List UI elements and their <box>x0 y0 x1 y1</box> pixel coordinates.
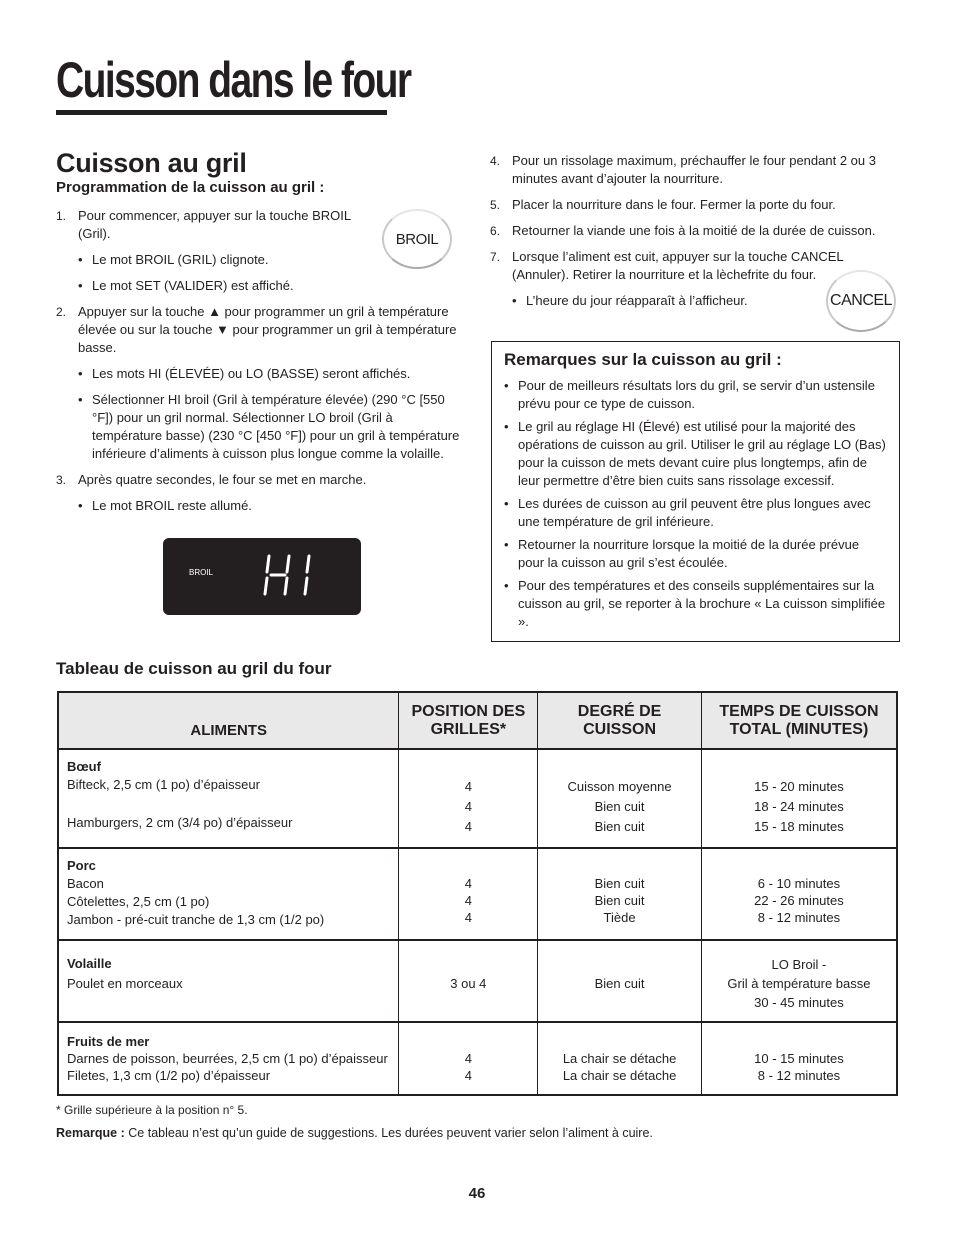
step-number: 5. <box>490 198 501 212</box>
step-bullet: • Le mot BROIL (GRIL) clignote. <box>56 251 466 269</box>
doneness-value: Bien cuit <box>594 819 645 834</box>
step-text: Placer la nourriture dans le four. Fermer la porte du four. <box>512 197 836 212</box>
remark-text: Ce tableau n’est qu’un guide de suggestions. Les durées peuvent varier selon l’aliment à cuire. <box>128 1126 653 1140</box>
time-value: 8 - 12 minutes <box>757 910 841 925</box>
position-cell <box>399 848 538 940</box>
step-bullet: • L’heure du jour réapparaît à l’afficheur. <box>490 292 900 310</box>
note-item: • Pour de meilleurs résultats lors du gril, se servir d’un ustensile prévu pour ce type de cuisson. <box>504 377 887 413</box>
doneness-value: Bien cuit <box>594 976 645 991</box>
cancel-button-illustration: CANCEL <box>826 270 896 332</box>
foods-cell <box>58 749 399 848</box>
note-item: • Retourner la nourriture lorsque la moitié de la durée prévue pour la cuisson au gril s’est écoulée. <box>504 536 887 572</box>
doneness-value: Bien cuit <box>594 799 645 814</box>
time-value: Gril à température basse <box>727 976 871 991</box>
step-3 <box>56 471 466 489</box>
food-category: Bœuf <box>67 759 101 774</box>
position-value: 3 ou 4 <box>450 976 487 991</box>
notes-box <box>491 341 900 642</box>
header-position-text: POSITION DES GRILLES* <box>411 702 526 738</box>
step-text: Lorsque l’aliment est cuit, appuyer sur la touche CANCEL (Annuler). Retirer la nourriture et la lèchefrite du four. <box>512 249 844 282</box>
page-title: Cuisson dans le four <box>56 52 411 108</box>
table-row <box>58 749 897 848</box>
remark-label: Remarque : <box>56 1126 125 1140</box>
step-text: Retourner la viande une fois à la moitié de la durée de cuisson. <box>512 223 876 238</box>
doneness-value: Bien cuit <box>594 876 645 891</box>
title-rule <box>56 110 387 115</box>
table-row <box>58 1022 897 1095</box>
page-number: 46 <box>468 1185 486 1202</box>
foods-cell <box>58 1022 399 1095</box>
position-value: 4 <box>464 893 472 908</box>
doneness-value: Bien cuit <box>594 893 645 908</box>
food-item: Hamburgers, 2 cm (3/4 po) d’épaisseur <box>67 815 293 830</box>
position-value: 4 <box>464 799 472 814</box>
time-value: 6 - 10 minutes <box>757 876 841 891</box>
time-cell <box>701 749 897 848</box>
position-value: 4 <box>464 910 472 925</box>
position-cell <box>399 749 538 848</box>
food-item: Jambon - pré-cuit tranche de 1,3 cm (1/2 po) <box>67 912 325 927</box>
step-5 <box>490 196 900 214</box>
step-number: 2. <box>56 305 67 319</box>
step-text: Pour un rissolage maximum, préchauffer le four pendant 2 ou 3 minutes avant d’ajouter la nourriture. <box>512 153 876 186</box>
food-item: Bacon <box>67 876 104 891</box>
subsection-title: Programmation de la cuisson au gril : <box>56 179 325 196</box>
food-item: Darnes de poisson, beurrées, 2,5 cm (1 po) d’épaisseur <box>67 1051 388 1066</box>
note-item: • Pour des températures et des conseils supplémentaires sur la cuisson au gril, se reporter à la brochure « La cuisson simplifiée ». <box>504 577 887 631</box>
position-value: 4 <box>464 819 472 834</box>
food-item: Bifteck, 2,5 cm (1 po) d’épaisseur <box>67 777 260 792</box>
section-title: Cuisson au gril <box>56 148 247 178</box>
notes-title: Remarques sur la cuisson au gril : <box>504 350 782 369</box>
time-value: 22 - 26 minutes <box>754 893 844 908</box>
time-value: 30 - 45 minutes <box>754 995 844 1010</box>
doneness-value: La chair se détache <box>562 1068 677 1083</box>
doneness-cell <box>538 940 702 1022</box>
step-number: 7. <box>490 250 501 264</box>
step-text: Après quatre secondes, le four se met en marche. <box>78 472 367 487</box>
doneness-value: Tiède <box>603 910 636 925</box>
food-category: Porc <box>67 858 96 873</box>
step-bullet: • Les mots HI (ÉLEVÉE) ou LO (BASSE) seront affichés. <box>56 365 466 383</box>
header-time: TEMPS DE CUISSON TOTAL (MINUTES) <box>701 692 897 749</box>
position-value: 4 <box>464 1051 472 1066</box>
food-item: Côtelettes, 2,5 cm (1 po) <box>67 894 210 909</box>
time-value: 15 - 18 minutes <box>754 819 844 834</box>
table-row <box>58 848 897 940</box>
header-doneness: DEGRÉ DE CUISSON <box>538 692 702 749</box>
time-value: 8 - 12 minutes <box>757 1068 841 1083</box>
food-category: Fruits de mer <box>67 1034 150 1049</box>
remark <box>56 1124 653 1142</box>
food-category: Volaille <box>67 956 112 971</box>
doneness-value: La chair se détache <box>562 1051 677 1066</box>
position-cell <box>399 1022 538 1095</box>
doneness-cell <box>538 749 702 848</box>
note-item: • Les durées de cuisson au gril peuvent être plus longues avec une température de gril inférieure. <box>504 495 887 531</box>
time-cell <box>701 940 897 1022</box>
table-header-row <box>58 692 897 749</box>
doneness-cell <box>538 1022 702 1095</box>
broil-button-illustration: BROIL <box>382 209 452 269</box>
food-item: Filetes, 1,3 cm (1/2 po) d’épaisseur <box>67 1068 271 1083</box>
table-title: Tableau de cuisson au gril du four <box>56 659 332 678</box>
time-value: LO Broil - <box>771 957 827 972</box>
footnote: * Grille supérieure à la position n° 5. <box>56 1103 248 1117</box>
display-digits <box>263 550 323 607</box>
header-position <box>399 692 538 749</box>
position-value: 4 <box>464 779 472 794</box>
step-text: Appuyer sur la touche ▲ pour programmer un gril à température élevée ou sur la touche ▼ pour programmer un gril à température basse. <box>78 304 457 355</box>
food-item-spacer <box>67 794 390 814</box>
position-value: 4 <box>464 876 472 891</box>
header-foods: ALIMENTS <box>58 692 399 749</box>
step-bullet: • Sélectionner HI broil (Gril à température élevée) (290 °C [550 °F]) pour un gril normal. Sélectionner LO broil (Gril à température basse) (230 °C [450 °F]) pour un gril à température inférieure d’aliments à cuisson plus longue comme la volaille. <box>56 391 466 463</box>
step-number: 4. <box>490 154 501 168</box>
time-cell <box>701 848 897 940</box>
step-bullet: • Le mot BROIL reste allumé. <box>56 497 466 515</box>
time-value: 18 - 24 minutes <box>754 799 844 814</box>
step-6 <box>490 222 900 240</box>
step-number: 6. <box>490 224 501 238</box>
seven-segment-digits-icon <box>263 550 323 602</box>
time-cell <box>701 1022 897 1095</box>
position-value: 4 <box>464 1068 472 1083</box>
left-column <box>56 148 466 515</box>
broil-chart-table <box>57 691 898 1096</box>
foods-cell <box>58 848 399 940</box>
step-text: Pour commencer, appuyer sur la touche BROIL (Gril). <box>78 208 351 241</box>
note-item: • Le gril au réglage HI (Élevé) est utilisé pour la majorité des opérations de cuisson au gril. Utiliser le gril au réglage LO (Bas) pour la cuisson de mets devant cuire plus longtemps, afin de leur permettre d’être bien cuits sans rissolage excessif. <box>504 418 887 490</box>
food-item: Poulet en morceaux <box>67 976 183 991</box>
position-cell <box>399 940 538 1022</box>
table-row <box>58 940 897 1022</box>
doneness-cell <box>538 848 702 940</box>
step-4 <box>490 152 900 188</box>
display-label: BROIL <box>189 568 214 577</box>
step-number: 3. <box>56 473 67 487</box>
doneness-value: Cuisson moyenne <box>567 779 672 794</box>
time-value: 10 - 15 minutes <box>754 1051 844 1066</box>
foods-cell <box>58 940 399 1022</box>
step-number: 1. <box>56 209 67 223</box>
oven-display <box>163 538 361 615</box>
step-bullet: • Le mot SET (VALIDER) est affiché. <box>56 277 466 295</box>
step-2 <box>56 303 466 357</box>
time-value: 15 - 20 minutes <box>754 779 844 794</box>
